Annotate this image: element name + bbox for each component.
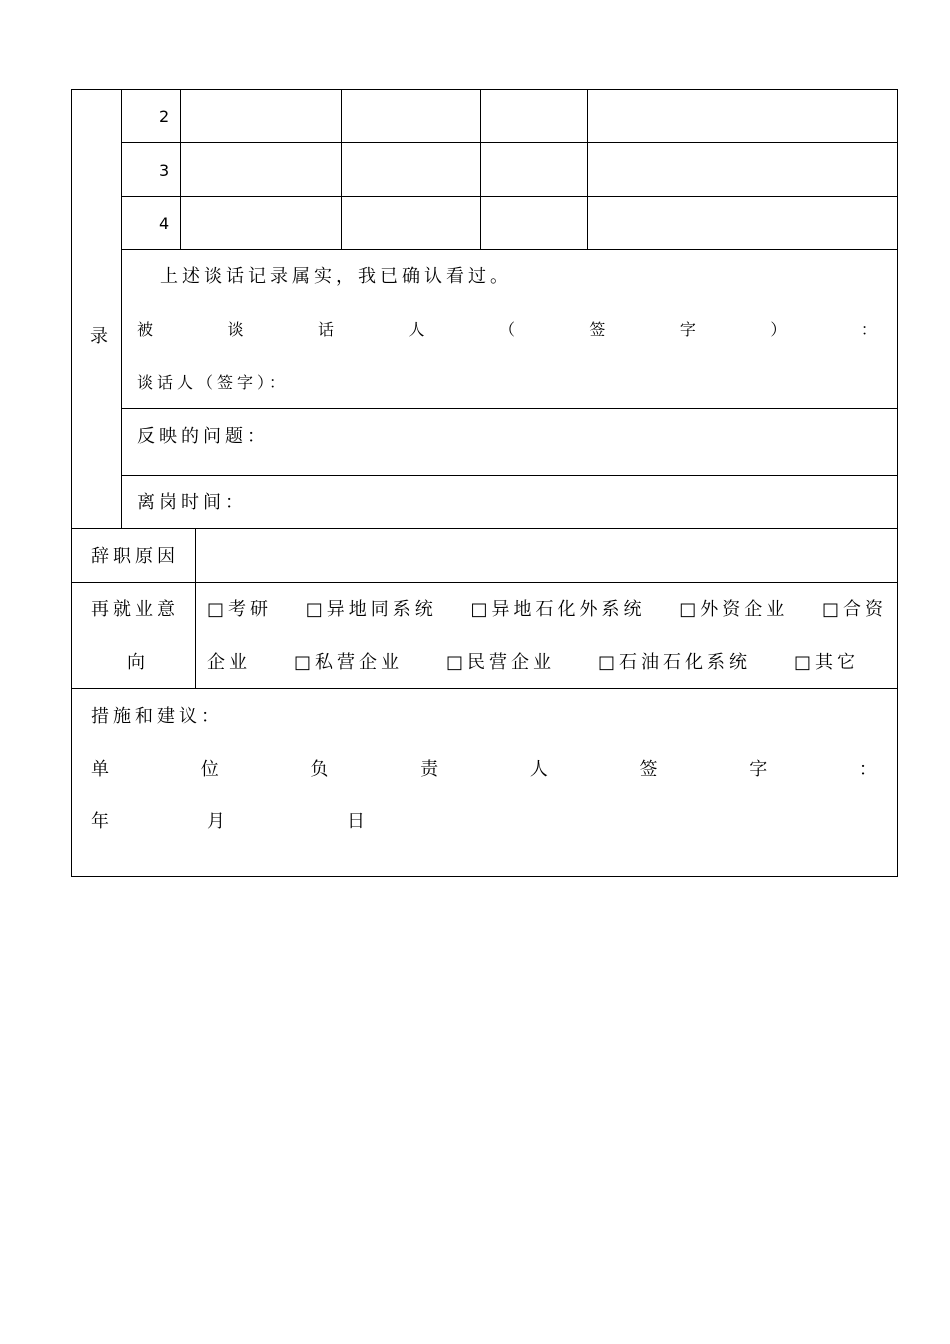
char: 责 <box>420 759 439 780</box>
leave-time-label: 离岗时间： <box>137 492 247 513</box>
option: □其它 <box>793 652 859 673</box>
section-divider <box>121 89 122 529</box>
char: ） <box>770 320 787 339</box>
date-day: 日 <box>347 811 369 832</box>
option: □合资 <box>821 599 887 620</box>
reemploy-options-line1 <box>207 600 887 620</box>
date-month: 月 <box>207 811 229 832</box>
char: 字 <box>679 320 696 339</box>
interviewee-signature-line <box>137 320 877 340</box>
border-left <box>71 89 72 877</box>
char: 字 <box>749 759 768 780</box>
row-number-3: 3 <box>159 161 170 180</box>
grid-h1 <box>121 142 898 143</box>
char: 话 <box>317 320 334 339</box>
border-bottom <box>71 876 898 877</box>
char: 单 <box>91 759 109 780</box>
interviewer-signature: 谈话人（签字）： <box>137 373 290 392</box>
option: □异地同系统 <box>305 599 437 620</box>
row-number-4: 4 <box>159 214 170 233</box>
resign-reason-label: 辞职原因 <box>91 546 179 567</box>
confirm-text: 上述谈话记录属实，我已确认看过。 <box>160 266 512 287</box>
grid-h4 <box>121 408 898 409</box>
reemploy-options-line2 <box>207 653 859 673</box>
measures-label: 措施和建议： <box>91 706 223 727</box>
date-year: 年 <box>91 811 113 832</box>
char: 人 <box>529 759 548 780</box>
grid-v1 <box>180 89 181 250</box>
char: 人 <box>408 320 425 339</box>
option: □民营企业 <box>445 652 555 673</box>
option: □石油石化系统 <box>597 652 751 673</box>
row-number-2: 2 <box>159 107 170 126</box>
border-right <box>897 89 898 877</box>
border-top <box>71 89 898 90</box>
unit-signature-line <box>91 760 877 780</box>
grid-v4 <box>587 89 588 250</box>
section-label: 录 <box>90 326 112 347</box>
option: □考研 <box>207 599 273 620</box>
grid-h2 <box>121 196 898 197</box>
issues-label: 反映的问题： <box>137 426 269 447</box>
char: ： <box>860 320 877 339</box>
char: 签 <box>589 320 606 339</box>
char: （ <box>498 320 515 339</box>
char: 谈 <box>227 320 244 339</box>
option: □异地石化外系统 <box>470 599 646 620</box>
grid-h5 <box>121 475 898 476</box>
option: 企业 <box>207 652 251 673</box>
reemploy-label-line1: 再就业意 <box>91 599 179 620</box>
option: □私营企业 <box>293 652 403 673</box>
char: 负 <box>310 759 329 780</box>
char: 被 <box>137 320 154 339</box>
grid-v2 <box>341 89 342 250</box>
reemploy-label-line2: 向 <box>127 652 149 673</box>
char: 签 <box>639 759 658 780</box>
char: 位 <box>200 759 219 780</box>
char: ： <box>858 759 877 780</box>
grid-h3 <box>121 249 898 250</box>
grid-v3 <box>480 89 481 250</box>
option: □外资企业 <box>679 599 789 620</box>
label-divider <box>195 528 196 689</box>
